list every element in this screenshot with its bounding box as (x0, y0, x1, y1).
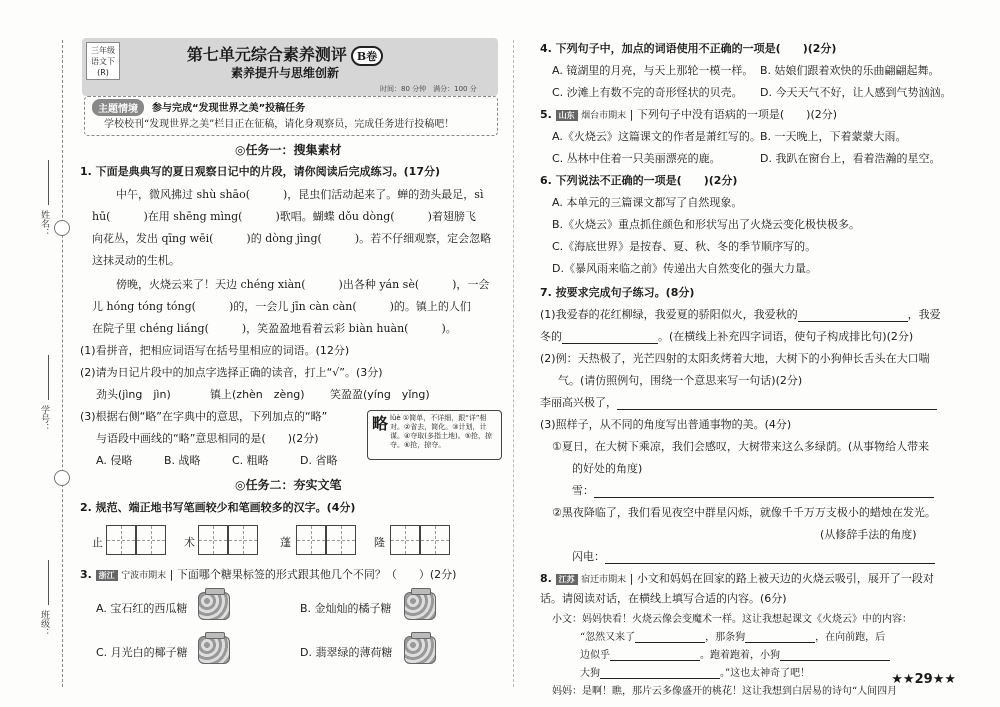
q7-p2-text: 李丽高兴极了， (540, 396, 617, 409)
answer-blank[interactable] (617, 409, 937, 410)
column-divider (513, 40, 514, 687)
choice-option[interactable]: C. 粗略 (232, 454, 269, 467)
q1-line: 傍晚，火烧云来了！天边 chéng xiàn( )出各种 yán sè( )，一会 (116, 278, 490, 291)
theme-title: 参与完成“发现世界之美”投稿任务 (152, 103, 306, 114)
q5-stem-row: 5. 山东 烟台市期末 | 下列句子中没有语病的一项是( )(2分) (540, 108, 838, 121)
dialogue-line: 妈妈：是啊！瞧，那片云多像盛开的桃花！这让我想到白居易的诗句“人间四月 (552, 686, 898, 697)
region-tag: 山东 (556, 110, 578, 121)
grade-text: 三年级 (91, 46, 115, 55)
q7-p1-cont (540, 328, 913, 344)
q7-p3: (3)照样子，从不同的角度写出普通事物的美。(4分) (540, 418, 792, 431)
q1-sub1: (1)看拼音，把相应词语写在括号里相应的词语。(12分) (80, 344, 350, 357)
q7-p3-example2: ②黑夜降临了，我们看见夜空中群星闪烁，就像千千万万支极小的蜡烛在发光。 (552, 506, 936, 519)
choice-option[interactable]: C. 沙滩上有数不完的奇形怪状的贝壳。 (552, 86, 743, 99)
q1-line: 向花丛，发出 qīng wēi( )的 dòng jìng( )。若不仔细观察，定会忽略 (92, 232, 492, 245)
answer-blank[interactable] (635, 642, 705, 643)
region-tag: 浙江 (96, 570, 118, 581)
dialogue-line (580, 628, 885, 643)
q1-stem: 1. 下面是典典写的夏日观察日记中的片段，请你阅读后完成练习。(17分) (80, 165, 441, 178)
choice-option[interactable]: B.《火烧云》重点抓住颜色和形状写出了火烧云变化极快极多。 (552, 218, 861, 231)
q1-line: hū( )在用 shēng mìng( )歌唱。蝴蝶 dǒu dòng( )着翅膀飞 (92, 210, 476, 223)
copy-char: 术 (184, 536, 195, 549)
writing-grid[interactable] (420, 525, 450, 555)
choice-option[interactable]: D. 翡翠绿的薄荷糖 (300, 646, 393, 659)
dialogue-text: 。”这也太神奇了吧！ (720, 668, 811, 679)
theme-tag: 主题情境 (92, 99, 144, 116)
dictionary-text: lüè ①简单，不详细，跟“详”相对。②省去，简化。③计划，计谋。④夺取(多指土地)。⑤抢，掠夺。⑥抢，掠夺。 (390, 414, 493, 449)
q3-stem-row: 3. 浙江 宁波市期末 | 下面哪个糖果标签的形式跟其他几个不同？（ ）(2分) (80, 568, 457, 581)
choice-option[interactable]: A. 本单元的三篇课文都写了自然现象。 (552, 196, 743, 209)
choice-option[interactable]: C. 丛林中住着一只美丽漂亮的鹿。 (552, 152, 721, 165)
q7-stem: 7. 按要求完成句子练习。(8分) (540, 286, 695, 299)
id-label: 学号： (39, 405, 49, 432)
q1-sub2: (2)请为日记片段中的加点字选择正确的读音，打上“√”。(3分) (80, 366, 383, 379)
q7-p2-answer (540, 394, 937, 410)
choice-option[interactable]: B. 一天晚上，下着蒙蒙大雨。 (760, 130, 907, 143)
choice-option[interactable]: A. 宝石红的西瓜糖 (96, 602, 188, 615)
q7-p2-cont: 气。(请仿照例句，围绕一个意思来写一句话)(2分) (558, 374, 803, 387)
task2-heading: ◎任务二：夯实文笔 (235, 478, 342, 492)
choice-option[interactable]: D. 今天天气不好，让人感到气势汹汹。 (760, 86, 952, 99)
q7-p1 (540, 306, 941, 322)
reading-option[interactable]: 镇上(zhèn zèng) (210, 388, 305, 401)
binding-margin (0, 0, 70, 707)
q1-line: 在院子里 chéng liáng( )，笑盈盈地看着云彩 biàn huàn( )。 (92, 322, 457, 335)
copy-char: 止 (92, 536, 103, 549)
reading-option[interactable]: 笑盈盈(yíng yǐng) (330, 388, 430, 401)
choice-option[interactable]: A. 侵略 (96, 454, 133, 467)
choice-option[interactable]: C. 月光白的椰子糖 (96, 646, 188, 659)
answer-blank[interactable] (780, 660, 890, 661)
choice-option[interactable]: C.《海底世界》是按春、夏、秋、冬的季节顺序写的。 (552, 240, 817, 253)
answer-blank[interactable] (745, 642, 815, 643)
page-title (120, 42, 450, 66)
answer-blank[interactable] (562, 343, 658, 344)
source-tag: 烟台市期末 (581, 111, 627, 121)
dialogue-line (580, 664, 810, 679)
q7-p3-example-cont: 的好处的角度) (572, 462, 643, 475)
choice-option[interactable]: B. 金灿灿的橘子糖 (300, 602, 392, 615)
dictionary-char: 略 (372, 414, 389, 433)
writing-grid[interactable] (136, 525, 166, 555)
binding-line (62, 40, 63, 687)
task1-heading: ◎任务一：搜集素材 (235, 143, 342, 157)
dialogue-text: 大狗 (580, 668, 600, 679)
writing-grid[interactable] (106, 525, 136, 555)
writing-grid[interactable] (390, 525, 420, 555)
q2-stem: 2. 规范、端正地书写笔画较少和笔画较多的汉字。(4分) (80, 501, 356, 514)
id-line (48, 355, 49, 400)
answer-blank[interactable] (610, 660, 700, 661)
theme-body: 学校校刊“发现世界之美”栏目正在征稿，请化身观察员，完成任务进行投稿吧！ (104, 119, 455, 130)
dictionary-box (367, 410, 502, 460)
source-tag: 宿迁市期末 (581, 575, 627, 585)
choice-option[interactable]: A. 镜湖里的月亮，与天上那轮一模一样。 (552, 64, 754, 77)
copy-char: 隆 (374, 536, 385, 549)
writing-grid[interactable] (198, 525, 228, 555)
binding-hole (54, 220, 70, 236)
q1-line: 这抹灵动的生机。 (92, 254, 180, 267)
q7-p2: (2)例：天热极了，光芒四射的太阳炙烤着大地，大树下的小狗伸长舌头在大口喘 (540, 352, 930, 365)
dialogue-line: 小文：妈妈快看！火烧云像会变魔术一样。这让我想起课文《火烧云》中的内容： (552, 614, 912, 625)
region-tag: 江苏 (556, 574, 578, 585)
q7-p3-note: (从修辞手法的角度) (820, 528, 917, 541)
answer-blank[interactable] (594, 497, 934, 498)
page-subtitle: 素养提升与思维创新 (230, 66, 339, 80)
q4-stem: 4. 下列句子中，加点的词语使用不正确的一项是( )(2分) (540, 42, 837, 55)
q7-p1-text: (1)我爱春的花红柳绿，我爱夏的骄阳似火，我爱秋的 (540, 308, 798, 321)
dialogue-line (580, 646, 890, 661)
reading-option[interactable]: 劲头(jìng jìn) (96, 388, 171, 401)
title-text: 第七单元综合素养测评 (186, 45, 347, 64)
q7-p3-answer2 (572, 548, 935, 564)
name-line (48, 160, 49, 205)
q7-p1-text: 冬的 (540, 330, 562, 343)
q8-stem-row: 8. 江苏 宿迁市期末 | 小文和妈妈在回家的路上被天边的火烧云吸引，展开了一段对 (540, 572, 934, 585)
answer-blank[interactable] (798, 321, 908, 322)
q8-stem: 小文和妈妈在回家的路上被天边的火烧云吸引，展开了一段对 (636, 572, 934, 585)
q1-line: 中午，微风拂过 shù shāo( )，昆虫们活动起来了。蝉的劲头最足，sì (116, 188, 484, 201)
writing-grid[interactable] (326, 525, 356, 555)
choice-option[interactable]: D. 我趴在窗台上，看着浩瀚的星空。 (760, 152, 941, 165)
choice-option[interactable]: D.《暴风雨来临之前》传递出大自然变化的强大力量。 (552, 262, 817, 275)
candy-jar-image (198, 636, 230, 664)
class-line (48, 560, 49, 605)
subject-text: 语文下 (91, 57, 115, 66)
q1-sub3-cont: 与语段中画线的“略”意思相同的是( )(2分) (96, 432, 319, 445)
grade-box (86, 42, 120, 80)
binding-hole (54, 470, 70, 486)
q7-p3-answer (572, 482, 934, 498)
dialogue-text: “忽然又来了 (580, 632, 636, 643)
q1-sub3: (3)根据右侧“略”在字典中的意思，下列加点的“略” (80, 410, 328, 423)
choice-option[interactable]: A.《火烧云》这篇课文的作者是萧红写的。 (552, 130, 761, 143)
writing-grid[interactable] (228, 525, 258, 555)
choice-option[interactable]: B. 战略 (164, 454, 201, 467)
page-number-text: 29 (914, 672, 933, 687)
volume-badge: B卷 (351, 46, 383, 66)
q8-stem-cont: 话。请阅读对话，在横线上填写合适的内容。(6分) (540, 592, 787, 605)
dialogue-text: ，那条狗 (705, 632, 746, 643)
q7-p3-text: 雪： (572, 484, 594, 497)
q5-stem: 下列句子中没有语病的一项是( )(2分) (636, 108, 838, 121)
q7-p1-text: 。(在横线上补充四字词语，使句子构成排比句)(2分) (658, 330, 914, 343)
source-tag: 宁波市期末 (121, 571, 167, 581)
candy-jar-image (198, 592, 230, 620)
copy-char: 蓬 (280, 536, 291, 549)
answer-blank[interactable] (605, 563, 935, 564)
edition-text: (R) (97, 68, 109, 77)
candy-jar-image (404, 636, 436, 664)
q7-p1-text: ，我爱 (907, 308, 941, 321)
dialogue-text: ，在向前跑，后 (815, 632, 886, 643)
q6-stem: 6. 下列说法不正确的一项是( )(2分) (540, 174, 738, 187)
candy-jar-image (404, 592, 436, 620)
q1-line: 儿 hóng tóng tóng( )的，一会儿 jīn càn càn( )的。镇上的人们 (92, 300, 471, 313)
answer-blank[interactable] (600, 678, 720, 679)
writing-grid[interactable] (296, 525, 326, 555)
class-label: 班级： (39, 610, 49, 637)
time-score: 时间：80 分钟 满分：100 分 (380, 85, 477, 93)
dialogue-text: 。跑着跑着，小狗 (700, 650, 780, 661)
page-number: ★★29★★ (891, 672, 956, 687)
q7-p3-example: ①夏日，在大树下乘凉，我们会感叹，大树带来这么多绿荫。(从事物给人带来 (552, 440, 930, 453)
name-label: 姓名： (39, 210, 49, 237)
q7-p3-text: 闪电： (572, 550, 605, 563)
q3-stem: 下面哪个糖果标签的形式跟其他几个不同？（ ）(2分) (176, 568, 457, 581)
choice-option[interactable]: B. 姑娘们跟着欢快的乐曲翩翩起舞。 (760, 64, 940, 77)
choice-option[interactable]: D. 省略 (300, 454, 338, 467)
dialogue-text: 边似乎 (580, 650, 610, 661)
